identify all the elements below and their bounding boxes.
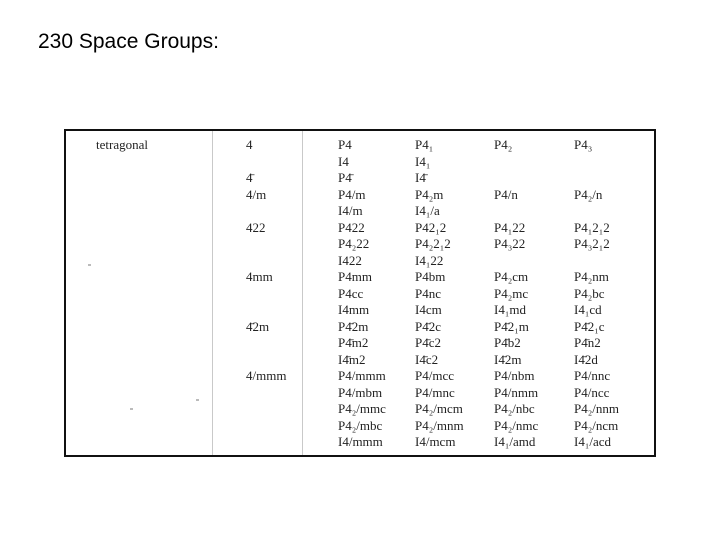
space-group-cell: P4₂ [494,137,513,152]
scan-speck [130,408,133,410]
space-group-cell: P4nc [415,285,441,301]
space-group-cell: P4₂/ncm [574,417,619,433]
space-group-cell: P4/m [338,186,366,202]
slide-title: 230 Space Groups: [38,30,219,53]
space-group-cell: P4₂/nnm [574,401,619,416]
space-group-cell: P4̄n2 [574,335,601,350]
space-group-cell: I4̄ [415,170,426,185]
space-group-cell: P4/nbm [494,368,535,383]
space-group-cell: I4₁/acd [574,434,612,449]
point-group-label: 422 [246,219,266,235]
point-group-label: 4 [246,137,253,152]
space-group-cell: P4̄2m [338,318,369,334]
scan-speck [196,399,199,401]
space-group-cell: P4₂/nmc [494,417,539,433]
space-group-cell: P4₂cm [494,269,529,284]
space-group-cell: P4mm [338,269,372,284]
space-group-cell: P4̄2₁c [574,318,605,334]
space-group-cell: I4₁22 [415,252,444,268]
space-group-cell: P42₁2 [415,219,447,235]
space-group-cell: I4cm [415,302,442,317]
point-group-label: 4/mmm [246,368,287,383]
space-group-cell: P4/mmm [338,368,386,383]
column-divider-2 [302,131,303,455]
space-group-cell: P4/mcc [415,368,454,383]
space-group-cell: P4 [338,137,352,152]
space-group-cell: I4/mmm [338,434,383,449]
space-group-cell: I4/mcm [415,434,456,449]
space-group-cell: P4̄2c [415,318,441,334]
space-group-cell: P4₂mc [494,285,529,301]
column-divider-1 [212,131,213,455]
space-group-cell: I4̄2d [574,351,598,367]
space-group-cell: I4₁ [415,153,431,169]
space-group-cell: P4₂/mnm [415,417,464,433]
scan-speck [88,264,91,266]
space-group-cell: P4₂/mmc [338,401,386,416]
point-group-label: 4/m [246,186,267,202]
point-group-label: 4mm [246,269,273,284]
space-group-cell: I4₁/a [415,203,440,218]
space-group-cell: P4̄b2 [494,335,521,350]
point-group-label: 4̄2m [246,318,270,334]
space-group-cell: P4cc [338,285,364,301]
space-group-cell: P4̄m2 [338,335,369,350]
space-group-cell: P4bm [415,269,446,284]
space-group-cell: P4̄2₁m [494,318,529,334]
space-group-cell: P4₁22 [494,219,526,235]
space-group-cell: P4/mnc [415,384,455,400]
space-group-cell: I4₁md [494,302,526,317]
space-group-cell: P4₂/mbc [338,417,383,433]
space-group-cell: P422 [338,219,365,235]
space-group-cell: P4₁2₁2 [574,219,610,235]
space-group-cell: I4̄c2 [415,351,439,367]
space-group-cell: P4̄ [338,170,352,185]
space-group-cell: I4₁cd [574,302,602,317]
space-group-cell: P4/ncc [574,384,610,400]
space-group-cell: P4₂/n [574,186,603,202]
space-group-cell: P4/mbm [338,384,383,400]
space-group-cell: P4/nnc [574,368,611,383]
space-group-cell: P4₃ [574,137,593,152]
space-group-cell: P4₂/nbc [494,401,535,416]
space-group-cell: I4̄m2 [338,351,366,367]
space-group-cell: P4₃2₁2 [574,236,610,251]
space-group-cell: P4₂bc [574,285,605,301]
space-group-cell: I4̄2m [494,351,522,367]
space-group-cell: P4₂m [415,186,444,202]
space-group-cell: P4₃22 [494,236,526,251]
point-group-label: 4̄ [246,170,253,185]
space-group-cell: I4₁/amd [494,434,536,449]
space-group-cell: P4₁ [415,137,434,152]
space-group-cell: P4₂nm [574,269,609,284]
space-group-cell: P4₂/mcm [415,401,463,416]
space-group-cell: I422 [338,252,362,268]
space-group-cell: P4₂2₁2 [415,236,451,251]
space-group-cell: I4 [338,153,349,169]
space-group-cell: P4/nmm [494,384,539,400]
space-group-cell: P4₂22 [338,236,370,251]
space-group-table [64,129,656,457]
space-group-cell: P4̄c2 [415,335,441,350]
space-group-cell: P4/n [494,186,518,202]
crystal-system-label: tetragonal [96,137,148,152]
space-group-cell: I4mm [338,302,370,317]
space-group-cell: I4/m [338,203,363,218]
